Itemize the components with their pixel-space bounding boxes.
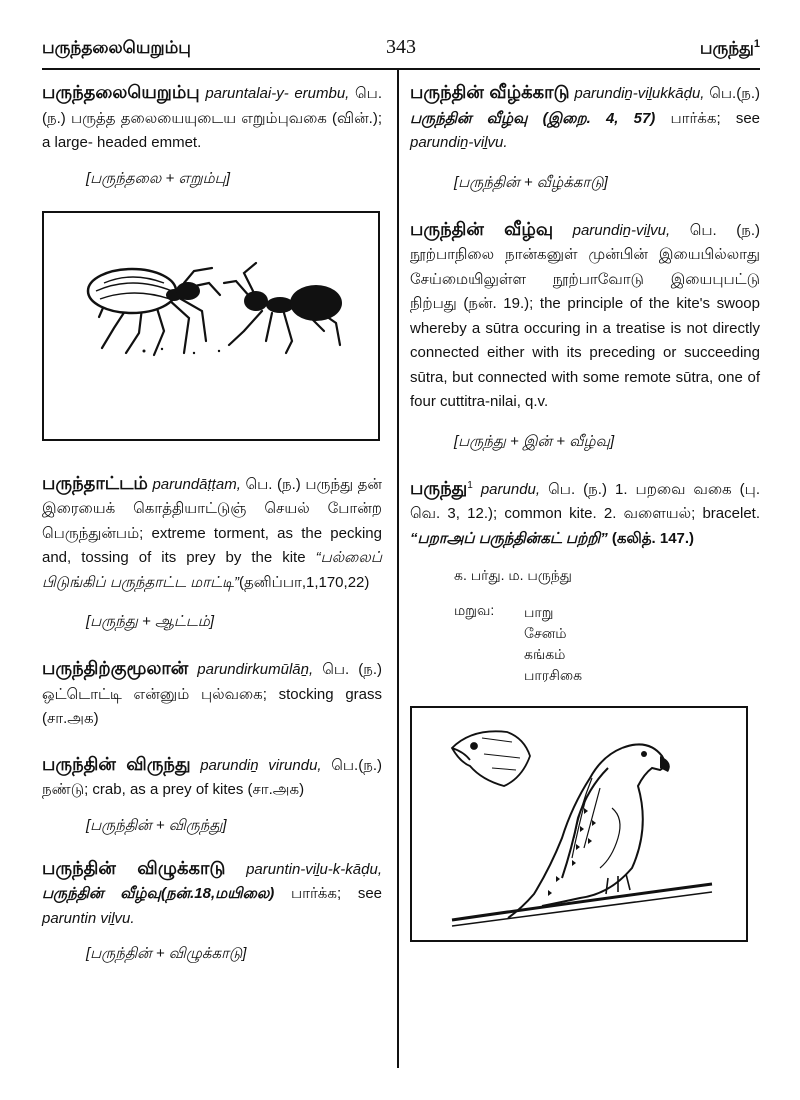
etymology: [பருந்தின் + விருந்து] bbox=[86, 816, 227, 834]
synonym-item: பாரசிகை bbox=[524, 667, 583, 683]
page-header bbox=[42, 32, 760, 70]
entry-parundin-vilvu bbox=[410, 217, 760, 415]
definition: பெ.(ந.) பருத்த தலையையுடைய எறும்புவகை (வின்.); a large- headed emmet. bbox=[42, 85, 382, 151]
transliteration: paruntalai-y- erumbu, bbox=[205, 85, 350, 102]
running-head-right-sup: 1 bbox=[753, 38, 760, 50]
synonyms-list bbox=[524, 602, 582, 686]
definition: பருந்து தன் இரையைக் கொத்தியாட்டுஞ் செயல் போன்ற பெருந்துன்பம்; extreme torment, as the pecking and, tossing of its prey by the kite bbox=[42, 475, 382, 566]
cross-reference: பருந்தின் வீழ்வு (இறை. 4, 57) bbox=[410, 109, 656, 127]
transliteration: parundirkumūlāṉ, bbox=[197, 661, 314, 678]
right-column bbox=[410, 80, 760, 942]
synonym-item: பாறு bbox=[524, 604, 554, 620]
synonym-item: கங்கம் bbox=[524, 646, 566, 662]
see-also: parundiṉ-viḻvu. bbox=[410, 134, 508, 151]
part-of-speech: பெ.(ந.) bbox=[709, 85, 760, 102]
part-of-speech: பெ. (ந.) bbox=[245, 475, 301, 493]
transliteration: parundiṉ-viḻvu, bbox=[572, 221, 671, 239]
headword: பருந்தலையெறும்பு bbox=[42, 82, 200, 102]
page-number: 343 bbox=[386, 36, 416, 58]
running-head-right-word: பருந்து bbox=[699, 38, 754, 58]
definition: பார்க்க; see bbox=[670, 109, 761, 127]
transliteration: parundiṉ-viḻukkāḍu, bbox=[574, 85, 705, 102]
synonyms-label: மறுவ: bbox=[454, 602, 495, 618]
quotation: “பறாஅப் பருந்தின்கட் பற்றி” bbox=[410, 529, 608, 547]
ant-drawing bbox=[44, 213, 378, 439]
definition: பெ. (ந.) ஒட்டொட்டி என்னும் புல்வகை; stocking grass (சா.அக) bbox=[42, 661, 382, 727]
quotation: “பல்லைப் பிடுங்கிப் பருந்தாட்ட மாட்டி” bbox=[42, 549, 382, 591]
headword: பருந்தின் வீழ்க்காடு bbox=[410, 82, 570, 102]
entry-parundirkumulan bbox=[42, 656, 382, 732]
running-head-right bbox=[700, 38, 760, 61]
see-also: paruntin viḻvu. bbox=[42, 909, 135, 927]
transliteration: parundāṭṭam, bbox=[152, 475, 241, 493]
synonym-item: சேனம் bbox=[524, 625, 567, 641]
headword: பருந்தின் விழுக்காடு bbox=[42, 857, 226, 878]
entry-parundu bbox=[410, 474, 760, 552]
entry-parundin-virundu bbox=[42, 752, 382, 803]
ant-illustration bbox=[42, 211, 380, 441]
etymology: [பருந்து + இன் + வீழ்வு] bbox=[454, 432, 615, 450]
citation: (கலித். 147.) bbox=[611, 529, 695, 547]
homonym-number: 1 bbox=[467, 479, 473, 491]
etymology: [பருந்தின் + வீழ்க்காடு] bbox=[454, 173, 608, 191]
citation: (தனிப்பா,1,170,22) bbox=[238, 573, 370, 591]
kite-illustration bbox=[410, 706, 748, 942]
definition: பெ. (ந.) நூற்பாநிலை நான்கனுள் முன்பின் இயைபில்லாது சேய்மையிலுள்ள நூற்பாவோடு இயைபுபட்டு நிற்பது (நன். 19.); the principle of the kite's swoop whereby a sūtra occuring in a treatise is not directly connected either with its preceding or succeeding sūtra, but connected with some remote sūtra, one of four cuttitra-nilai, q.v. bbox=[410, 221, 760, 410]
definition: பார்க்க; see bbox=[290, 885, 383, 902]
left-column bbox=[42, 80, 382, 964]
entry-paruntin-viluk-kadu bbox=[42, 856, 382, 932]
etymology: [பருந்தின் + விழுக்காடு] bbox=[86, 945, 247, 962]
cross-reference: பருந்தின் வீழ்வு(நன்.18,மயிலை) bbox=[42, 885, 275, 902]
headword: பருந்து bbox=[410, 477, 468, 498]
headword: பருந்தின் வீழ்வு bbox=[410, 218, 554, 239]
kite-drawing bbox=[412, 708, 746, 940]
etymology: [பருந்தலை + எறும்பு] bbox=[86, 169, 231, 187]
transliteration: parundiṉ virundu, bbox=[200, 756, 322, 774]
transliteration: paruntin-viḻu-k-kāḍu, bbox=[246, 860, 382, 878]
definition: பெ.(ந.) நண்டு; crab, as a prey of kites (சா.அக) bbox=[42, 756, 382, 798]
headword: பருந்திற்குமூலான் bbox=[42, 658, 189, 678]
column-divider bbox=[397, 68, 399, 1068]
cognates: க. பர்து. ம. பருந்து bbox=[454, 567, 572, 583]
transliteration: parundu, bbox=[480, 480, 541, 498]
entry-parundin-vilkkadu bbox=[410, 80, 760, 156]
headword: பருந்தாட்டம் bbox=[42, 472, 148, 493]
entry-paruntalai-erumbu bbox=[42, 80, 382, 156]
headword: பருந்தின் விருந்து bbox=[42, 753, 191, 774]
running-head-left: பருந்தலையெறும்பு bbox=[42, 38, 191, 57]
definition: பெ. (ந.) 1. பறவை வகை (பு. வெ. 3, 12.); common kite. 2. வளையல்; bracelet. bbox=[410, 480, 760, 522]
synonyms bbox=[454, 602, 760, 686]
etymology: [பருந்து + ஆட்டம்] bbox=[86, 613, 215, 630]
entry-parundattam bbox=[42, 471, 382, 596]
